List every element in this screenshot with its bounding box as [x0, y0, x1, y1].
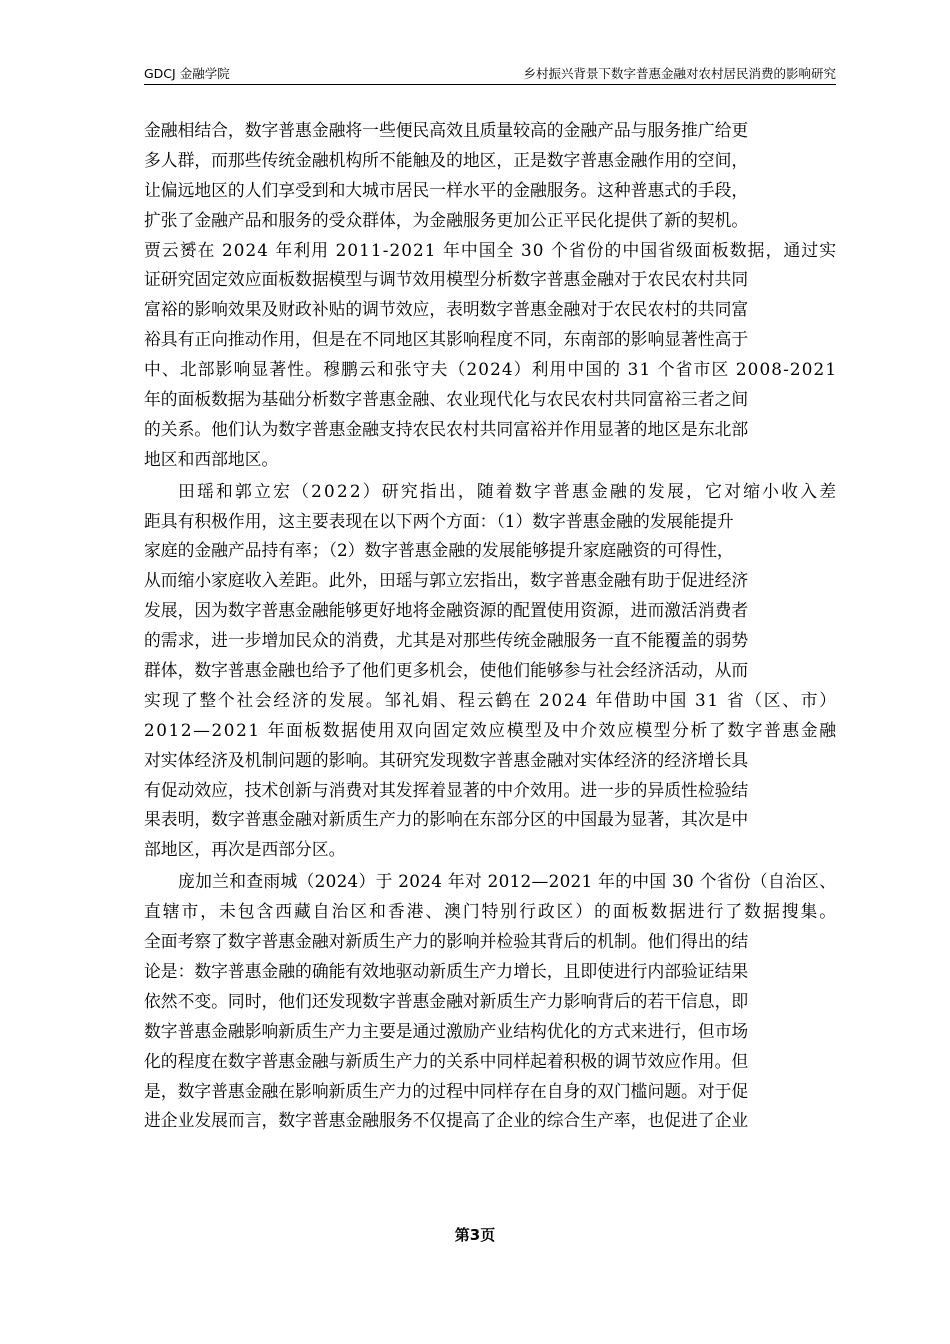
text-line: 贾云赟在 2024 年利用 2011-2021 年中国全 30 个省份的中国省级面板数据，通过实: [144, 239, 838, 260]
text-line: 果表明，数字普惠金融对新质生产力的影响在东部分区的中国最为显著，其次是中: [144, 809, 749, 830]
paragraph-1: [144, 116, 836, 475]
text-line: 多人群，而那些传统金融机构所不能触及的地区，正是数字普惠金融作用的空间，: [144, 149, 749, 170]
header-institution: GDCJ 金融学院: [144, 66, 230, 81]
text-line: 论是：数字普惠金融的确能有效地驱动新质生产力增长，且即使进行内部验证结果: [144, 960, 749, 981]
text-line: 化的程度在数字普惠金融与新质生产力的关系中同样起着积极的调节效应作用。但: [144, 1050, 749, 1071]
text-line: 是，数字普惠金融在影响新质生产力的过程中同样存在自身的双门槛问题。对于促: [144, 1080, 749, 1101]
header-paper-title: 乡村振兴背景下数字普惠金融对农村居民消费的影响研究: [523, 66, 836, 81]
text-line: 田瑶和郭立宏（2022）研究指出，随着数字普惠金融的发展，它对缩小收入差: [178, 480, 839, 501]
text-line: 中、北部影响显著性。穆鹏云和张守夫（2024）利用中国的 31 个省市区 2008-2021: [144, 359, 838, 380]
text-line: 有促动效应，技术创新与消费对其发挥着显著的中介效用。进一步的异质性检验结: [144, 779, 749, 800]
paragraph-3: [144, 867, 836, 1136]
page-number: 第3页: [454, 1226, 496, 1244]
text-line: 实现了整个社会经济的发展。邹礼娟、程云鹤在 2024 年借助中国 31 省（区、市）: [144, 689, 838, 710]
text-line: 群体，数字普惠金融也给予了他们更多机会，使他们能够参与社会经济活动，从而: [144, 660, 749, 681]
text-line: 裕具有正向推动作用，但是在不同地区其影响程度不同，东南部的影响显著性高于: [144, 329, 749, 350]
text-line: 2012—2021 年面板数据使用双向固定效应模型及中介效应模型分析了数字普惠金融: [144, 719, 838, 740]
text-line: 全面考察了数字普惠金融对新质生产力的影响并检验其背后的机制。他们得出的结: [144, 931, 749, 952]
text-line: 数字普惠金融影响新质生产力主要是通过激励产业结构优化的方式来进行，但市场: [144, 1020, 749, 1041]
page-header: [144, 64, 836, 85]
text-line: 让偏远地区的人们享受到和大城市居民一样水平的金融服务。这种普惠式的手段，: [144, 179, 749, 200]
text-line: 部地区，再次是西部分区。: [144, 839, 346, 860]
text-line: 直辖市，未包含西藏自治区和香港、澳门特别行政区）的面板数据进行了数据搜集。: [144, 901, 838, 922]
text-line: 的关系。他们认为数字普惠金融支持农民农村共同富裕并作用显著的地区是东北部: [144, 418, 749, 439]
text-line: 的需求，进一步增加民众的消费，尤其是对那些传统金融服务一直不能覆盖的弱势: [144, 630, 749, 651]
text-line: 金融相结合，数字普惠金融将一些便民高效且质量较高的金融产品与服务推广给更: [144, 120, 749, 140]
text-line: 年的面板数据为基础分析数字普惠金融、农业现代化与农民农村共同富裕三者之间: [144, 389, 749, 410]
text-line: 依然不变。同时，他们还发现数字普惠金融对新质生产力影响背后的若干信息，即: [144, 990, 749, 1011]
text-line: 发展，因为数字普惠金融能够更好地将金融资源的配置使用资源，进而激活消费者: [144, 600, 749, 621]
text-line: 富裕的影响效果及财政补贴的调节效应，表明数字普惠金融对于农民农村的共同富: [144, 299, 749, 320]
body-text: [144, 116, 839, 1136]
text-line: 证研究固定效应面板数据模型与调节效用模型分析数字普惠金融对于农民农村共同: [144, 269, 749, 290]
text-line: 庞加兰和查雨城（2024）于 2024 年对 2012—2021 年的中国 30 个省份（自治区、: [178, 871, 837, 892]
text-line: 地区和西部地区。: [144, 448, 279, 469]
text-line: 扩张了金融产品和服务的受众群体，为金融服务更加公正平民化提供了新的契机。: [144, 209, 749, 230]
text-line: 距具有积极作用，这主要表现在以下两个方面：（1）数字普惠金融的发展能提升: [144, 510, 734, 531]
text-line: 对实体经济及机制问题的影响。其研究发现数字普惠金融对实体经济的经济增长具: [144, 749, 749, 770]
text-line: 家庭的金融产品持有率；（2）数字普惠金融的发展能够提升家庭融资的可得性，: [144, 540, 734, 561]
text-line: 从而缩小家庭收入差距。此外，田瑶与郭立宏指出，数字普惠金融有助于促进经济: [144, 570, 749, 591]
paragraph-2: [144, 477, 839, 866]
text-line: 进企业发展而言，数字普惠金融服务不仅提高了企业的综合生产率，也促进了企业: [144, 1110, 749, 1131]
